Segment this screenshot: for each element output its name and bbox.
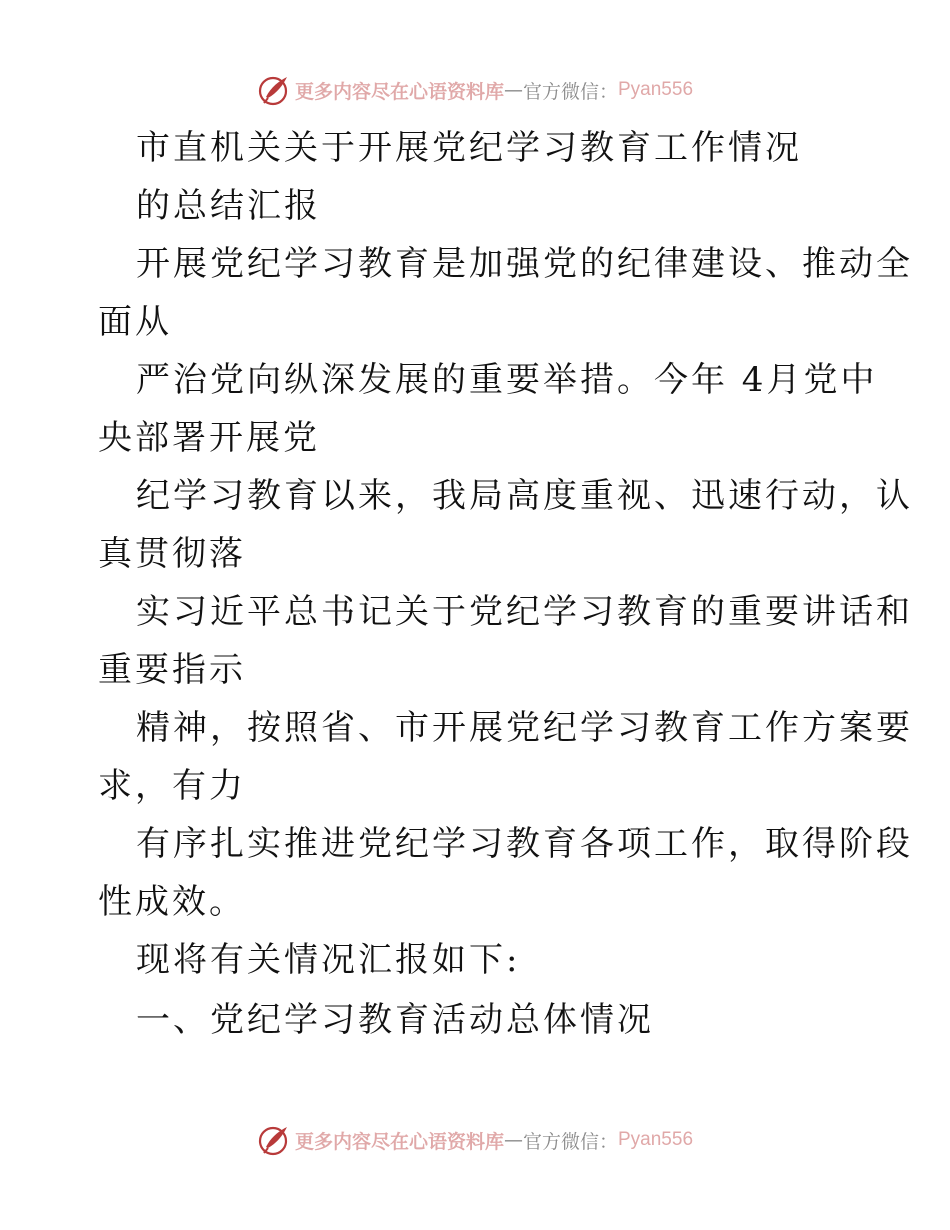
- footer-watermark: [0, 1120, 950, 1160]
- watermark-brand: 更多内容尽在心语资料库: [294, 1130, 504, 1153]
- paragraph-line: 真贯彻落: [98, 534, 246, 574]
- paragraph-line: 实习近平总书记关于党纪学习教育的重要讲话和: [136, 592, 913, 632]
- quill-logo-icon: [257, 1123, 291, 1157]
- paragraph-line: 纪学习教育以来，我局高度重视、迅速行动，认: [136, 476, 913, 516]
- document-title-line-1: 市直机关关于开展党纪学习教育工作情况: [136, 128, 802, 168]
- paragraph-line: 央部署开展党: [98, 418, 320, 458]
- watermark-wechat-label: 官方微信：: [522, 80, 618, 103]
- watermark-wechat-id: Pyan556: [618, 79, 694, 100]
- paragraph-line: 精神，按照省、市开展党纪学习教育工作方案要: [136, 708, 913, 748]
- paragraph-line: 重要指示: [98, 650, 246, 690]
- paragraph-line: 严治党向纵深发展的重要举措。今年 4月党中: [136, 360, 878, 400]
- paragraph-line: 现将有关情况汇报如下:: [136, 940, 521, 980]
- document-title-line-2: 的总结汇报: [136, 186, 321, 226]
- quill-logo-icon: [257, 73, 291, 107]
- paragraph-line: 开展党纪学习教育是加强党的纪律建设、推动全: [136, 244, 913, 284]
- watermark-wechat-label: 官方微信：: [522, 1130, 618, 1153]
- watermark-brand: 更多内容尽在心语资料库: [294, 80, 504, 103]
- paragraph-line: 面从: [98, 302, 172, 342]
- watermark-separator: —: [503, 1129, 523, 1151]
- paragraph-line: 有序扎实推进党纪学习教育各项工作，取得阶段: [136, 824, 913, 864]
- paragraph-line: 性成效。: [98, 882, 246, 922]
- header-watermark: [0, 70, 950, 110]
- watermark-wechat-id: Pyan556: [618, 1129, 694, 1150]
- paragraph-line: 求，有力: [98, 766, 246, 806]
- section-heading: 一、党纪学习教育活动总体情况: [136, 1000, 654, 1040]
- watermark-separator: —: [503, 79, 523, 101]
